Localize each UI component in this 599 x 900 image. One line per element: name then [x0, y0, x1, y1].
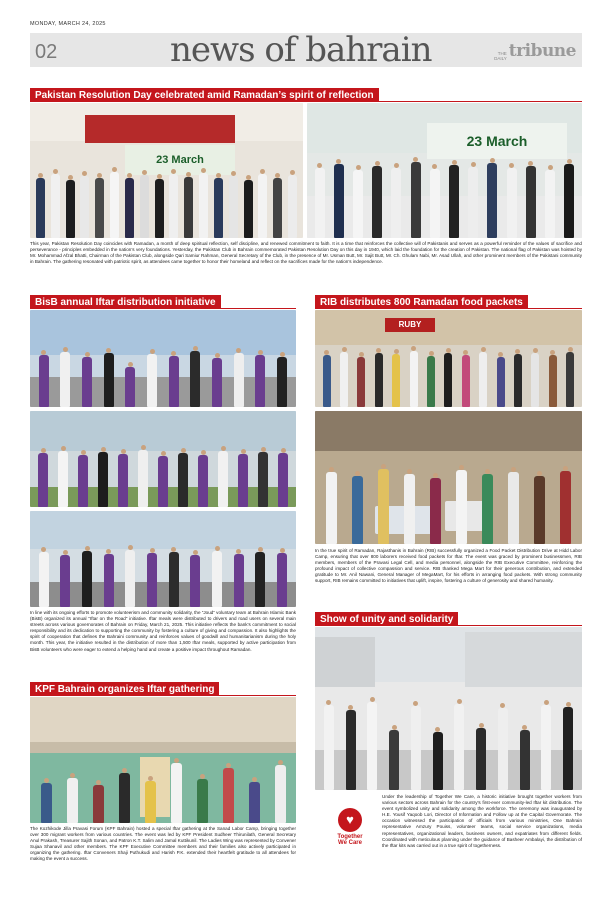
photo-shop-sign: RUBY — [385, 318, 435, 332]
headline-pakistan-day: Pakistan Resolution Day celebrated amid Ramadan’s spirit of reflection — [30, 88, 379, 102]
brand-name: tribune — [508, 41, 576, 61]
headline-rule — [30, 308, 296, 309]
photo-pakistan-club-right — [307, 103, 582, 238]
photo-rib-distribution — [315, 411, 582, 544]
photo-rib-group — [315, 310, 582, 407]
photo-banner: 23 March — [125, 145, 235, 175]
photo-kpf-iftar — [30, 697, 296, 823]
logo-text: Together We Care — [337, 834, 363, 846]
photo-banner: 23 March — [427, 123, 567, 159]
article-body-kpf: The Kozhikode Jilla Pravasi Forum (KPF Bahrain) hosted a special Iftar gathering at the Sanad Labor Camp, bringing together over 300 migrant workers from various countries. The event was led by KPF President Sudheer Thirunilath, General Secretary Anul Prakash, Treasurer Sajith Sonan, and Patron K.T. Salim and Jamal Kuttikunil. The Ladies Wing was represented by Convener Sujaa Shanavil and other members. The KPF Executive Committee members and their families also actively participated in organizing the gathering. Iftar Conveners Shaji Puthukudi and Harish P.K. extended their heartfelt gratitude to all attendees for making the event a success. — [30, 826, 296, 862]
headline-rule — [315, 625, 582, 626]
masthead — [30, 30, 582, 70]
heart-hands-icon: ♥ — [338, 808, 362, 832]
article-body-unity: Under the leadership of Together We Care, a historic initiative brought together workers from various sectors across Bahrain for the country’s first-ever community-led Iftar kit distribution. The event symbolized unity and solidarity among the workforce. The ceremony was inaugurated by H.E. Yousif Yaqoob Lori, Director of Information and Follow up at the Capital Governorate. The occasion witnessed the participation of officials from various ministries, One Bahrain representative Amzury Pouiss, volunteer teams, social service organizations, media representatives, organizational leaders, business owners, and expatriates from different fields. Coordinated with meticulous planning under the guidance of Basheer Ambalayi, the distribution of the Iftar kits was carried out in a true spirit of togetherness. — [382, 794, 582, 848]
headline-rule — [30, 695, 296, 696]
headline-rib: RIB distributes 800 Ramadan food packets — [315, 295, 528, 309]
photo-bisb-2 — [30, 411, 296, 507]
photo-bisb-1 — [30, 310, 296, 407]
article-body-rib: In the true spirit of Ramadan, Rajasthanis in Bahrain (RIB) successfully organized a Food Packet Distribution Drive at Hidd Labor Camp, ensuring that over 800 laborers received food packets for Iftar. The event was graced by prominent businessmen, RIB members, members of the Pravasi Legal Cell, and media personnel, alongside the RIB Executive Committee, reinforcing the profound impact of collective compassion and service. RIB thanked Mega Mart for their generous contribution, and extended gratitude to Mr. Anil Nawani, General Manager of MegaMart, for his efforts in arranging food packets. With strong community support, RIB remains committed to initiatives that uplift, inspire, fostering a culture of generosity and shared humanity. — [315, 548, 582, 584]
headline-rule — [315, 308, 582, 309]
headline-unity: Show of unity and solidarity — [315, 612, 458, 626]
brand-small-text: THE DAILY — [494, 51, 507, 61]
photo-unity-group — [315, 627, 582, 790]
headline-bisb: BisB annual Iftar distribution initiative — [30, 295, 221, 309]
section-title: news of bahrain — [170, 30, 432, 70]
page-number: 02 — [35, 41, 58, 63]
together-we-care-logo — [333, 808, 367, 852]
brand-logo — [489, 41, 576, 61]
headline-rule — [30, 101, 582, 102]
article-body-bisb: In line with its ongoing efforts to promote volunteerism and community solidarity, the “Joud” voluntary team at Bahrain Islamic Bank (BisB) organized its annual “Iftar on the Road” initiative. Iftar meals were distributed to drivers and road users on several main streets across various governorates of Bahrain on Friday, March 21, 2025. This initiative reflects the bank’s commitment to social responsibility and its dedication to supporting the community by fostering a culture of giving and compassion. It also highlights the spirit of cooperation that defines the Bahraini community and reinforces values of goodwill and humanitarianism during the holy month. This year, the initiative resulted in the distribution of more than 1,500 Iftar meals, supported by active participation from BisB volunteers who were eager to extend a helping hand and create a positive impact throughout Ramadan. — [30, 610, 296, 652]
article-body-pakistan-day: This year, Pakistan Resolution Day coincides with Ramadan, a month of deep spiritual reflection, self discipline, and renewed commitment to faith. It is a time that reinforces the collective will of Pakistanis and serves as a powerful reminder of the values of sacrifice and perseverance - principles embedded in the nation’s very foundations. Yesterday, the Pakistan Club in Bahrain commemorated Pakistan Resolution Day on this day in 1940, which laid the foundation for the creation of Pakistan. The national flag of Pakistan was hoisted by Mr. Mohammad Afzal Bhatti, Chairman of the Pakistan Club, alongside Qari Samiur Rahman, General Secretary of the Club, in the presence of Mr. Usman Butt, Mr. Sajit Butt, Mr. Ch. Ghulam Nabi, Mr. Asad Ullah, and other prominent members of the Pakistani community in Bahrain. The gathering resonated with patriotic spirit, as attendees came together to honor their homeland and reflect on the sacrifices made for the nation’s independence. — [30, 241, 582, 265]
headline-kpf: KPF Bahrain organizes Iftar gathering — [30, 682, 219, 696]
page-date: MONDAY, MARCH 24, 2025 — [30, 21, 106, 27]
photo-bisb-3 — [30, 511, 296, 607]
photo-pakistan-club-left — [30, 103, 303, 238]
